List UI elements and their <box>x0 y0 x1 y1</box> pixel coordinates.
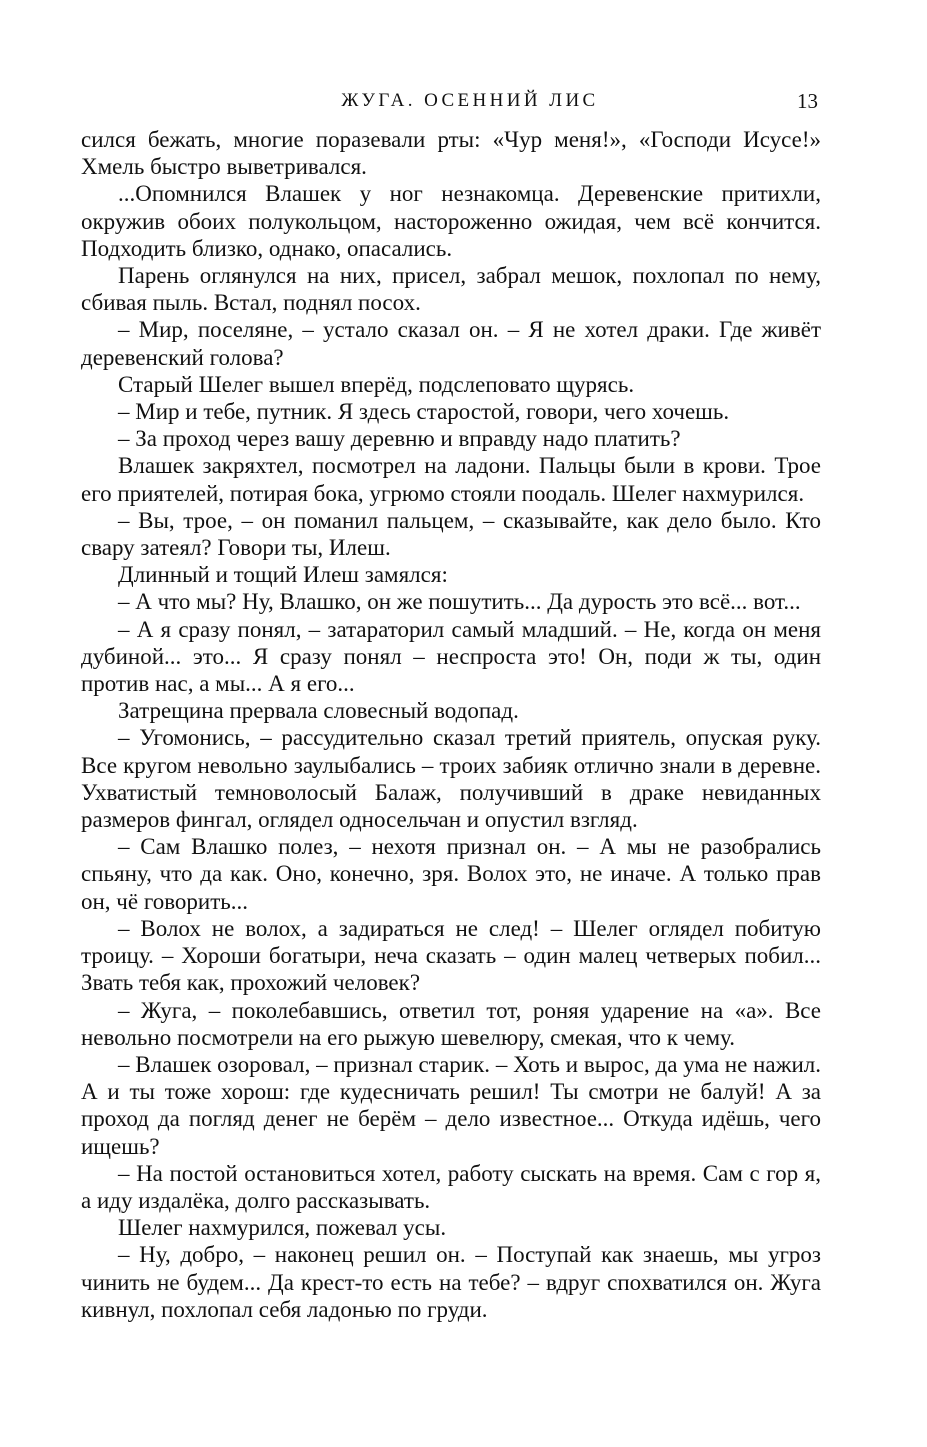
paragraph: – А что мы? Ну, Влашко, он же пошутить... Да дурость это всё... вот... <box>118 589 801 615</box>
paragraph: Затрещина прервала словесный водопад. <box>118 698 519 724</box>
paragraph: – Мир и тебе, путник. Я здесь старостой, говори, чего хочешь. <box>118 399 730 425</box>
paragraph: Шелег нахмурился, пожевал усы. <box>118 1215 447 1241</box>
paragraph: – Ну, добро, – наконец решил он. – Поступай как знаешь, мы угроз чинить не будем... Да крест-то есть на тебе? – вдруг спохватился он. Жуга кивнул, похлопал себя ладонью по груди. <box>81 1242 821 1322</box>
paragraph: – За проход через вашу деревню и вправду надо платить? <box>118 426 681 452</box>
paragraph: Парень оглянулся на них, присел, забрал мешок, похлопал по нему, сбивая пыль. Встал, поднял посох. <box>81 263 821 316</box>
running-title: ЖУГА. ОСЕННИЙ ЛИС <box>341 90 599 111</box>
body-text <box>81 126 821 1323</box>
paragraph: – На постой остановиться хотел, работу сыскать на время. Сам с гор я, а иду издалёка, долго рассказывать. <box>81 1160 821 1213</box>
paragraph: – Вы, трое, – он поманил пальцем, – сказывайте, как дело было. Кто свару затеял? Говори ты, Илеш. <box>81 507 821 561</box>
paragraph: – Мир, поселяне, – устало сказал он. – Я не хотел драки. Где живёт деревенский голова? <box>81 317 821 370</box>
page-number: 13 <box>797 89 818 113</box>
paragraph: Длинный и тощий Илеш замялся: <box>118 562 448 588</box>
paragraph: сился бежать, многие поразевали рты: «Чур меня!», «Господи Исусе!» Хмель быстро выветривался. <box>81 127 821 180</box>
paragraph: ...Опомнился Влашек у ног незнакомца. Деревенские притихли, окружив обоих полукольцом, настороженно ожидая, чем всё кончится. Подходить близко, однако, опасались. <box>81 181 821 261</box>
paragraph: – Сам Влашко полез, – нехотя признал он. – А мы не разобрались спьяну, что да как. Оно, конечно, зря. Волох это, не иначе. А только прав он, чё говорить... <box>81 834 821 914</box>
paragraph: – Волох не волох, а задираться не след! – Шелег оглядел побитую троицу. – Хороши богатыри, неча сказать – один малец четверых побил... Звать тебя как, прохожий человек? <box>81 915 821 996</box>
paragraph: – А я сразу понял, – затараторил самый младший. – Не, когда он меня дубиной... это... Я сразу понял – неспроста это! Он, поди ж ты, один против нас, а мы... А я его... <box>81 616 821 697</box>
paragraph: – Жуга, – поколебавшись, ответил тот, роняя ударение на «а». Все невольно посмотрели на его рыжую шевелюру, смекая, что к чему. <box>81 997 821 1050</box>
paragraph: – Угомонись, – рассудительно сказал третий приятель, опуская руку. Все кругом невольно заулыбались – троих забияк отлично знали в деревне. Ухватистый темноволосый Балаж, получивший в драке невиданных размеров фингал, оглядел односельчан и опустил взгляд. <box>81 725 821 833</box>
paragraph: Старый Шелег вышел вперёд, подслеповато щурясь. <box>118 371 635 397</box>
paragraph: Влашек закряхтел, посмотрел на ладони. Пальцы были в крови. Трое его приятелей, потирая бока, угрюмо стояли поодаль. Шелег нахмурился. <box>81 453 821 506</box>
running-header <box>120 84 820 118</box>
paragraph: – Влашек озоровал, – признал старик. – Хоть и вырос, да ума не нажил. А и ты тоже хорош: где кудесничать решил! Ты смотри не балуй! А за проход да погляд денег не берём – дело известное... Откуда идёшь, чего ищешь? <box>81 1051 821 1159</box>
